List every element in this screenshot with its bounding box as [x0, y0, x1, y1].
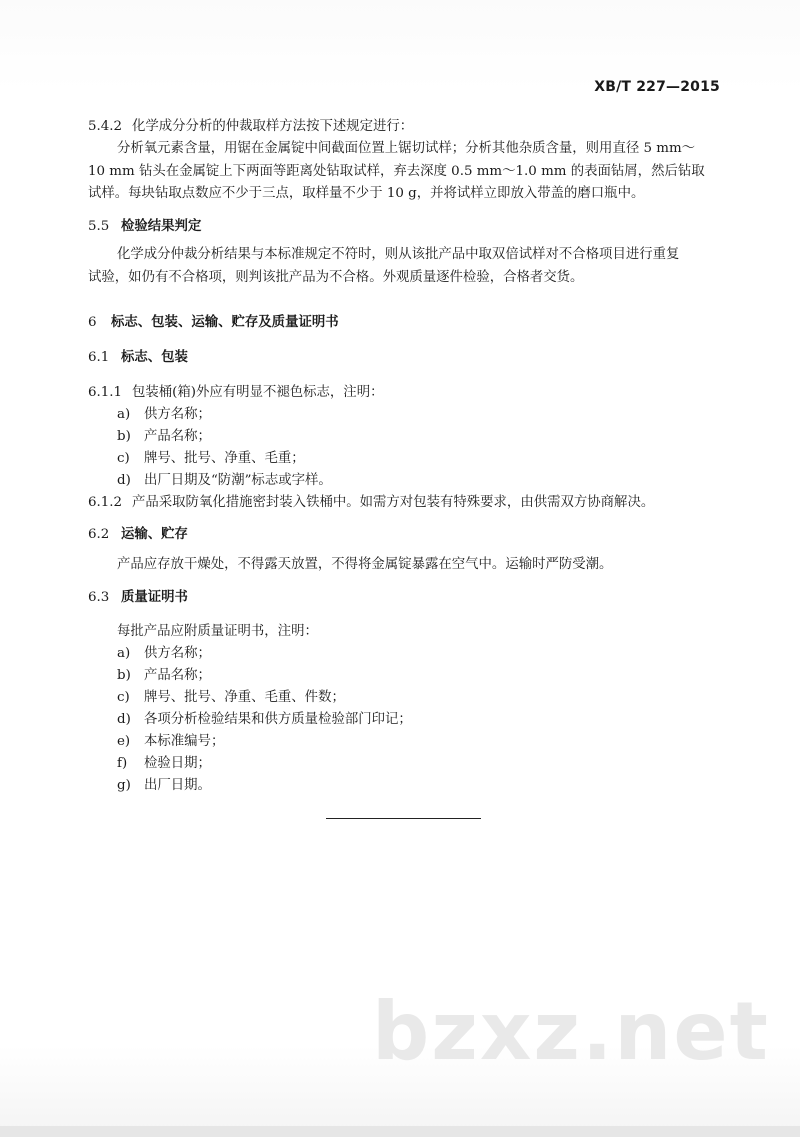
list-text: 检验日期； — [144, 756, 211, 771]
section-text: 产品采取防氧化措施密封装入铁桶中。如需方对包装有特殊要求，由供需双方协商解决。 — [132, 495, 655, 510]
list-label: f) — [117, 756, 128, 771]
section-title: 运输、贮存 — [121, 527, 188, 542]
list-item — [117, 644, 211, 664]
list-item — [117, 710, 412, 730]
paragraph-line: 化学成分仲裁分析结果与本标准规定不符时，则从该批产品中取双倍试样对不合格项目进行重复 — [117, 247, 680, 262]
section-title: 质量证明书 — [121, 590, 188, 605]
paragraph-line: 每批产品应附质量证明书，注明： — [117, 624, 318, 639]
list-item — [117, 776, 211, 796]
paragraph-line: 分析氧元素含量，用锯在金属锭中间截面位置上锯切试样；分析其他杂质含量，则用直径 5 mm～ — [117, 141, 696, 156]
list-label: g) — [117, 778, 131, 793]
list-text: 供方名称； — [144, 407, 211, 422]
section-number: 6.1.2 — [88, 495, 123, 510]
paragraph-line: 试样。每块钻取点数应不少于三点，取样量不少于 10 g，并将试样立即放入带盖的磨口瓶中。 — [88, 186, 645, 201]
list-item — [117, 427, 211, 447]
section-6-1-heading — [88, 348, 188, 368]
list-text: 本标准编号； — [144, 734, 225, 749]
end-of-document-rule — [326, 818, 481, 819]
section-5-4-2-heading — [88, 117, 413, 137]
list-label: a) — [117, 646, 131, 661]
list-label: b) — [117, 429, 131, 444]
section-number: 6.1.1 — [88, 385, 123, 400]
section-number: 5.5 — [88, 219, 110, 234]
list-label: a) — [117, 407, 131, 422]
list-label: b) — [117, 668, 131, 683]
list-item — [117, 405, 211, 425]
paragraph-line: 产品应存放干燥处，不得露天放置，不得将金属锭暴露在空气中。运输时严防受潮。 — [117, 557, 613, 572]
page-bottom-edge — [0, 1126, 800, 1137]
watermark: bzxz.net — [372, 985, 770, 1078]
section-6-heading — [88, 313, 339, 333]
list-label: c) — [117, 690, 130, 705]
list-item — [117, 754, 211, 774]
list-item — [117, 688, 345, 708]
list-label: e) — [117, 734, 131, 749]
list-text: 出厂日期及“防潮”标志或字样。 — [144, 473, 332, 488]
section-6-2-heading — [88, 525, 188, 545]
section-6-1-1 — [88, 383, 383, 403]
standard-code: XB/T 227—2015 — [594, 79, 720, 95]
list-text: 各项分析检验结果和供方质量检验部门印记； — [144, 712, 412, 727]
section-6-1-2 — [88, 493, 654, 513]
section-number: 6.2 — [88, 527, 110, 542]
list-label: d) — [117, 473, 131, 488]
section-text: 化学成分分析的仲裁取样方法按下述规定进行： — [132, 119, 414, 134]
section-title: 检验结果判定 — [121, 219, 202, 234]
list-item — [117, 449, 305, 469]
section-number: 6.1 — [88, 350, 110, 365]
list-item — [117, 666, 211, 686]
list-text: 产品名称； — [144, 668, 211, 683]
section-number: 5.4.2 — [88, 119, 123, 134]
list-label: d) — [117, 712, 131, 727]
section-title: 标志、包装 — [121, 350, 188, 365]
list-text: 产品名称； — [144, 429, 211, 444]
section-number: 6 — [88, 315, 97, 330]
paragraph-line: 10 mm 钻头在金属锭上下两面等距离处钻取试样，弃去深度 0.5 mm～1.0 mm 的表面钻屑，然后钻取 — [88, 164, 705, 179]
list-item — [117, 471, 332, 491]
list-text: 供方名称； — [144, 646, 211, 661]
list-label: c) — [117, 451, 130, 466]
list-text: 牌号、批号、净重、毛重； — [144, 451, 305, 466]
section-text: 包装桶(箱)外应有明显不褪色标志，注明： — [132, 385, 384, 400]
list-item — [117, 732, 224, 752]
list-text: 出厂日期。 — [144, 778, 211, 793]
section-title: 标志、包装、运输、贮存及质量证明书 — [111, 315, 339, 330]
section-6-3-heading — [88, 588, 188, 608]
paragraph-line: 试验，如仍有不合格项，则判该批产品为不合格。外观质量逐件检验，合格者交货。 — [88, 270, 584, 285]
section-number: 6.3 — [88, 590, 110, 605]
list-text: 牌号、批号、净重、毛重、件数； — [144, 690, 345, 705]
section-5-5-heading — [88, 217, 201, 237]
